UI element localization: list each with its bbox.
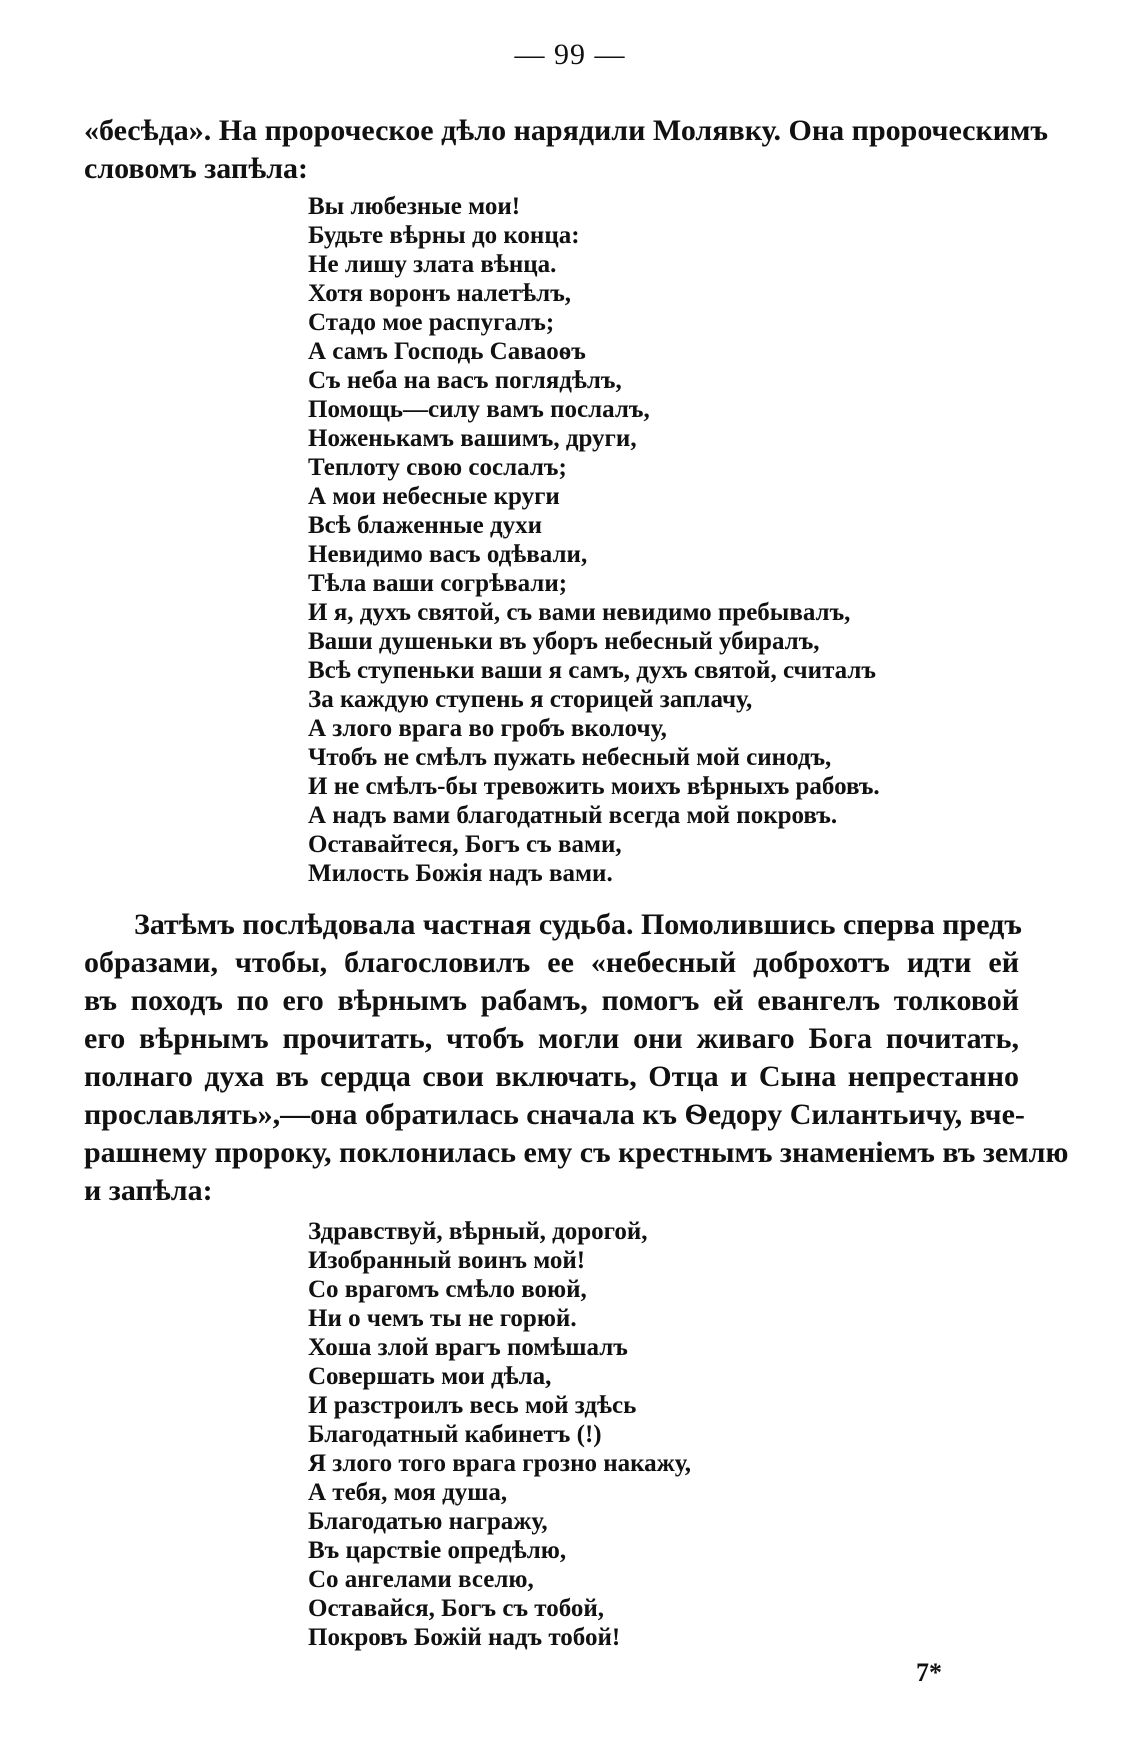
verse-line: Хоша злой врагъ помѣшалъ: [308, 1334, 628, 1361]
verse-line: Милость Божія надъ вами.: [308, 860, 613, 887]
verse-line: Ноженькамъ вашимъ, други,: [308, 425, 637, 452]
verse-line: Въ царствіе опредѣлю,: [308, 1537, 567, 1564]
paragraph-2-line: и запѣла:: [84, 1174, 213, 1207]
paragraph-2-line: полнаго духа въ сердца свои включать, Отца и Сына непрестанно: [84, 1060, 1019, 1093]
verse-line: Стадо мое распугалъ;: [308, 309, 555, 336]
verse-line: Оставайся, Богъ съ тобой,: [308, 1595, 605, 1622]
verse-2: [308, 1217, 691, 1652]
paragraph-2-line: въ походъ по его вѣрнымъ рабамъ, помогъ ей евангелъ толковой: [84, 984, 1019, 1017]
verse-line: Теплоту свою сослалъ;: [308, 454, 567, 481]
paragraph-2: [84, 906, 1069, 1210]
paragraph-1-line: словомъ запѣла:: [84, 152, 309, 185]
verse-line: Будьте вѣрны до конца:: [308, 222, 580, 249]
verse-line: Оставайтеся, Богъ съ вами,: [308, 831, 622, 858]
verse-line: А мои небесные круги: [308, 483, 560, 510]
verse-line: Я злого того врага грозно накажу,: [308, 1450, 692, 1477]
verse-line: А надъ вами благодатный всегда мой покровъ.: [308, 802, 838, 829]
verse-line: За каждую ступень я сторицей заплачу,: [308, 686, 753, 713]
verse-line: Покровъ Божій надъ тобой!: [308, 1624, 621, 1651]
paragraph-2-line: его вѣрнымъ прочитать, чтобъ могли они живаго Бога почитать,: [84, 1022, 1019, 1055]
verse-line: И разстроилъ весь мой здѣсь: [308, 1392, 637, 1419]
paragraph-2-line: Затѣмъ послѣдовала частная судьба. Помолившись сперва предъ: [134, 908, 1022, 941]
verse-line: Невидимо васъ одѣвали,: [308, 541, 588, 568]
verse-line: Съ неба на васъ поглядѣлъ,: [308, 367, 622, 394]
verse-line: И не смѣлъ-бы тревожить моихъ вѣрныхъ рабовъ.: [308, 773, 880, 800]
verse-line: Тѣла ваши согрѣвали;: [308, 570, 568, 597]
verse-line: А самъ Господь Саваоѳъ: [308, 338, 586, 365]
verse-line: Вы любезные мои!: [308, 193, 521, 220]
paragraph-2-line: прославлять»,—она обратилась сначала къ Ѳедору Силантьичу, вче-: [84, 1098, 1025, 1131]
verse-1: [308, 192, 880, 888]
verse-line: А злого врага во гробъ вколочу,: [308, 715, 667, 742]
verse-line: А тебя, моя душа,: [308, 1479, 508, 1506]
signature-mark: 7*: [916, 1658, 942, 1687]
verse-line: Благодатью награжу,: [308, 1508, 548, 1535]
verse-line: Ваши душеньки въ уборъ небесный убиралъ,: [308, 628, 820, 655]
verse-line: Помощь—силу вамъ послалъ,: [308, 396, 650, 423]
verse-line: Чтобъ не смѣлъ пужать небесный мой синодъ,: [308, 744, 832, 771]
verse-line: Изобранный воинъ мой!: [308, 1247, 586, 1274]
verse-line: Всѣ ступеньки ваши я самъ, духъ святой, считалъ: [308, 657, 876, 684]
paragraph-1-line: «бесѣда». На пророческое дѣло нарядили Молявку. Она пророческимъ: [84, 114, 1048, 147]
paragraph-2-line: рашнему пророку, поклонилась ему съ крестнымъ знаменіемъ въ землю: [84, 1136, 1069, 1169]
verse-line: Не лишу злата вѣнца.: [308, 251, 557, 278]
page-number: — 99 —: [514, 38, 626, 71]
paragraph-1: [84, 112, 1048, 188]
verse-line: Всѣ блаженные духи: [308, 512, 543, 539]
verse-line: Совершать мои дѣла,: [308, 1363, 552, 1390]
verse-line: И я, духъ святой, съ вами невидимо пребывалъ,: [308, 599, 851, 626]
verse-line: Ни о чемъ ты не горюй.: [308, 1305, 577, 1332]
verse-line: Благодатный кабинетъ (!): [308, 1421, 602, 1448]
verse-line: Здравствуй, вѣрный, дорогой,: [308, 1218, 648, 1245]
paragraph-2-line: образами, чтобы, благословилъ ее «небесный доброхотъ идти ей: [84, 946, 1019, 979]
verse-line: Со врагомъ смѣло воюй,: [308, 1276, 587, 1303]
verse-line: Со ангелами вселю,: [308, 1566, 534, 1593]
verse-line: Хотя воронъ налетѣлъ,: [308, 280, 572, 307]
